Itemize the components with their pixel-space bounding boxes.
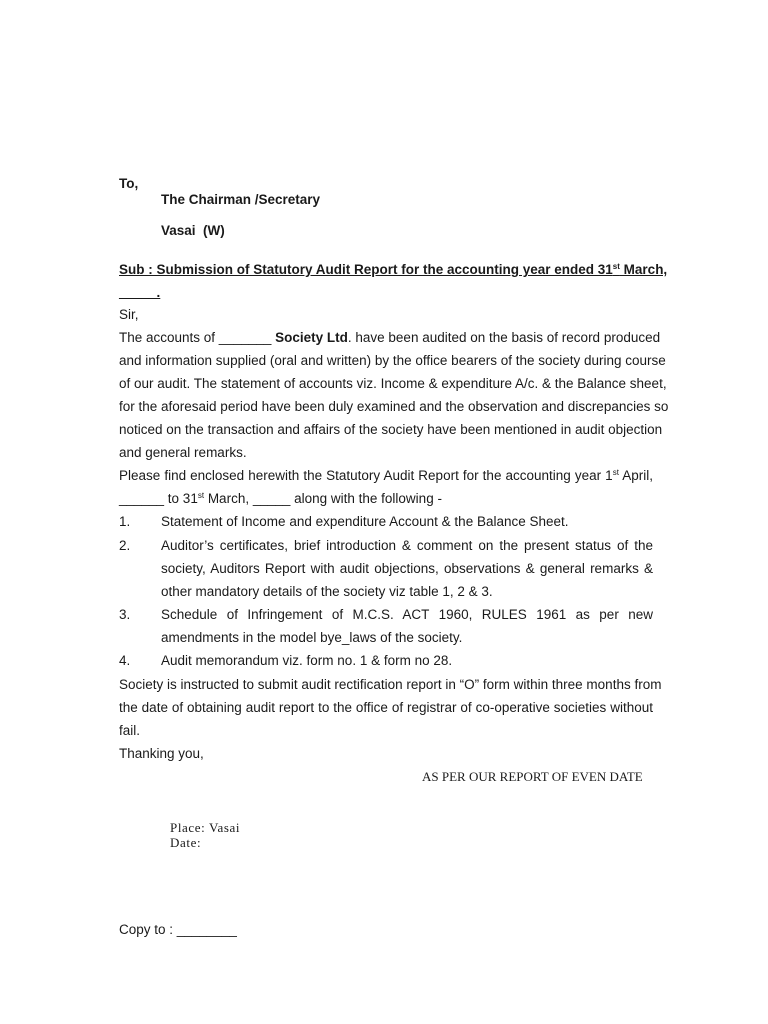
para2-line1 <box>119 468 653 483</box>
subject-suffix: March, <box>619 262 668 277</box>
report-note: AS PER OUR REPORT OF EVEN DATE <box>422 769 643 784</box>
copy-to: Copy to : ________ <box>119 922 237 937</box>
para2-sup-2: st <box>197 491 205 500</box>
subject-line <box>119 262 667 277</box>
para3-line3: fail. <box>119 723 141 738</box>
society-name: Society Ltd <box>275 330 348 345</box>
para2-text-a: Please find enclosed herewith the Statutory Audit Report for the accounting year 1 <box>119 468 613 483</box>
salutation: Sir, <box>119 307 139 322</box>
para2-sup-1: st <box>612 468 619 477</box>
closing: Thanking you, <box>119 746 204 761</box>
to-label: To, <box>119 176 139 191</box>
place-line: Place: Vasai <box>170 820 241 835</box>
para1-line1 <box>119 330 661 345</box>
list-item-text: Audit memorandum viz. form no. 1 & form no 28. <box>161 653 453 668</box>
list-item-number: 4. <box>119 653 131 668</box>
para3-line1: Society is instructed to submit audit rectification report in “O” form within three months from <box>119 677 662 692</box>
subject-sup: st <box>612 262 620 271</box>
list-item-text: Statement of Income and expenditure Account & the Balance Sheet. <box>161 514 569 529</box>
subject-prefix: Sub : Submission of Statutory Audit Report for the accounting year ended 31 <box>119 262 613 277</box>
recipient-place: Vasai (W) <box>161 223 225 238</box>
para1-line6: and general remarks. <box>119 445 247 460</box>
list-item-text: other mandatory details of the society viz table 1, 2 & 3. <box>161 584 493 599</box>
list-item-number: 1. <box>119 514 131 529</box>
para1-line4: for the aforesaid period have been duly examined and the observation and discrepancies so <box>119 399 669 414</box>
list-item-text: society, Auditors Report with audit objections, observations & general remarks & <box>161 561 653 576</box>
para1-text-b: . have been audited on the basis of record produced <box>347 330 661 345</box>
para1-line3: of our audit. The statement of accounts viz. Income & expenditure A/c. & the Balance sheet, <box>119 376 667 391</box>
para2-text-d: March, _____ along with the following - <box>204 491 442 506</box>
list-item-text: Auditor’s certificates, brief introduction & comment on the present status of the <box>161 538 653 553</box>
para1-line2: and information supplied (oral and written) by the office bearers of the society during course <box>119 353 666 368</box>
date-line: Date: <box>170 835 202 850</box>
subject-year-blank: _____. <box>119 285 161 300</box>
para3-line2: the date of obtaining audit report to the office of registrar of co-operative societies without <box>119 700 653 715</box>
para2-text-b: April, <box>618 468 653 483</box>
recipient-title: The Chairman /Secretary <box>161 192 321 207</box>
para1-text-a: The accounts of _______ <box>119 330 276 345</box>
list-item-text: Schedule of Infringement of M.C.S. ACT 1960, RULES 1961 as per new <box>161 607 653 622</box>
para2-line2 <box>119 491 653 506</box>
para1-line5: noticed on the transaction and affairs of the society have been mentioned in audit objection <box>119 422 663 437</box>
list-item-number: 3. <box>119 607 131 622</box>
list-item-text: amendments in the model bye_laws of the society. <box>161 630 463 645</box>
list-item-number: 2. <box>119 538 131 553</box>
para2-text-c: ______ to 31 <box>119 491 198 506</box>
